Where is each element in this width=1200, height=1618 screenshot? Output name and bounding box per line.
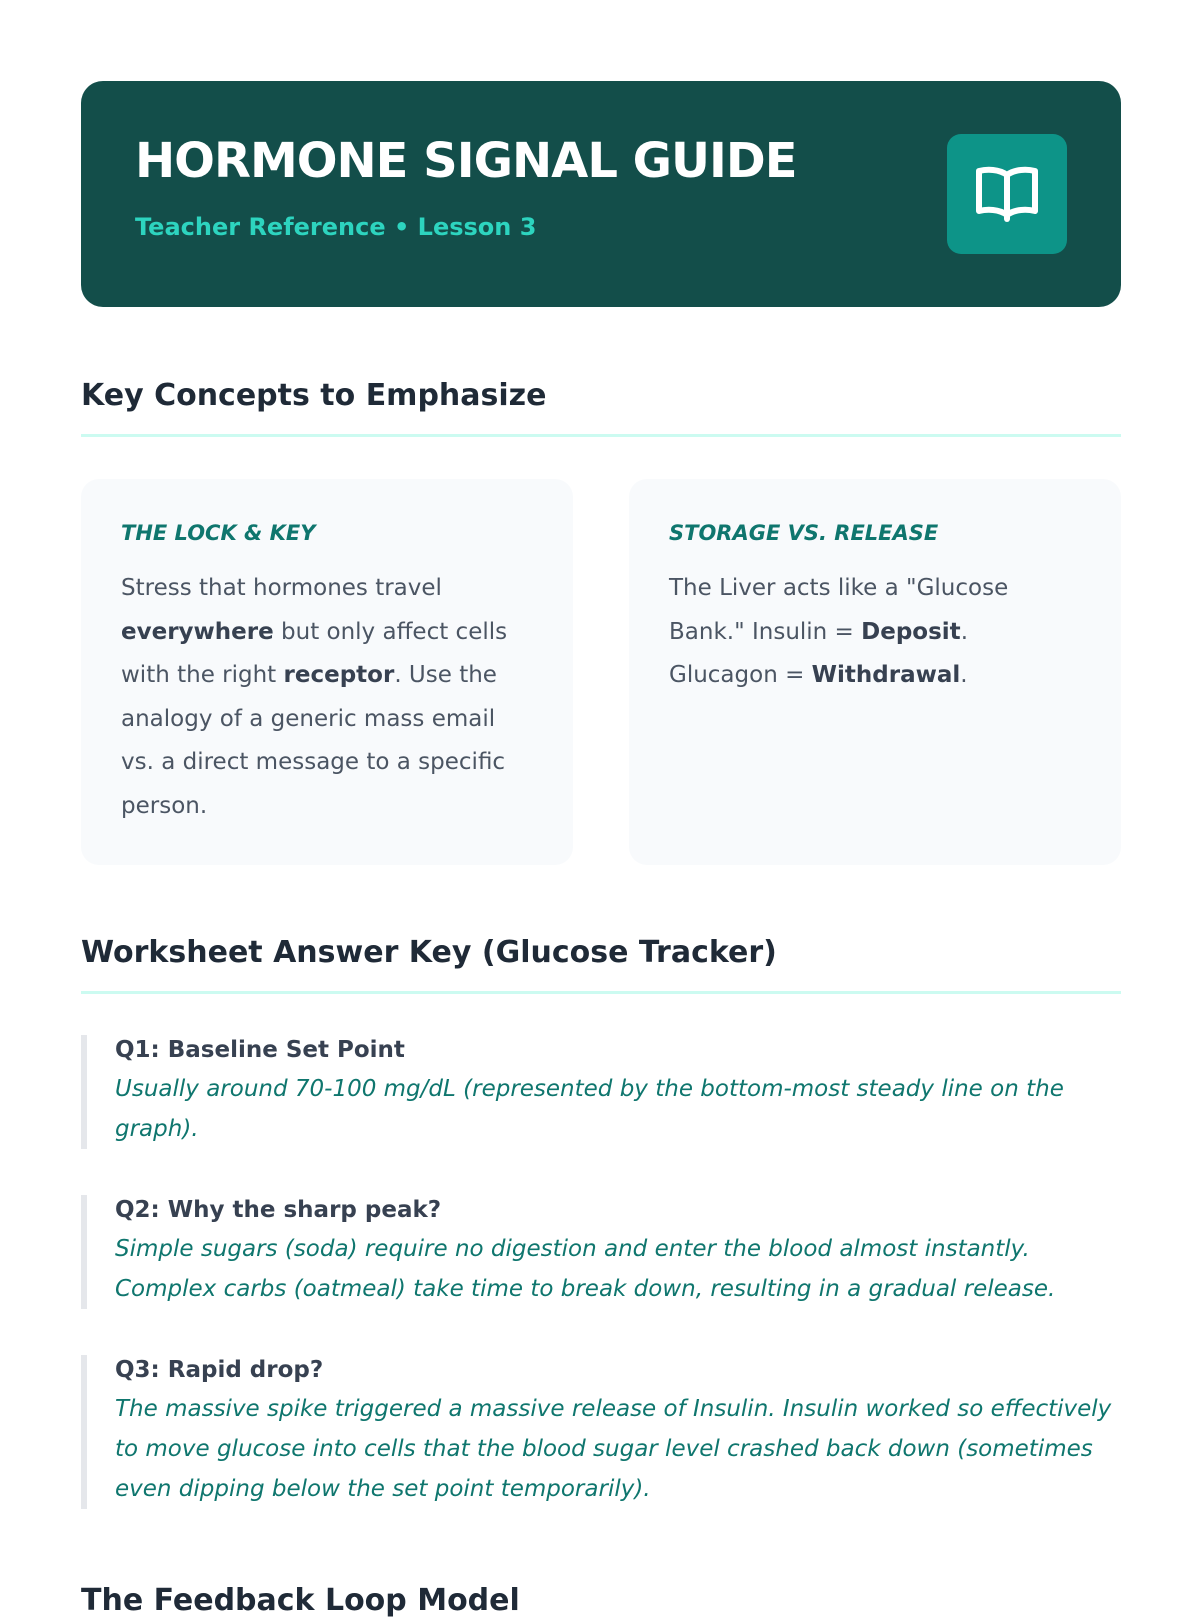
concept-card-text: Stress that hormones travel everywhere but only affect cells with the right receptor. Use the analogy of a generic mass email vs. a direct message to a specific person. [121,575,508,819]
concept-card-lock-key [81,479,573,865]
feedback-loop-heading: The Feedback Loop Model [81,1583,520,1618]
answer-item-q1 [81,1035,1121,1149]
page-subtitle: Teacher Reference • Lesson 3 [135,213,537,241]
key-concepts-heading: Key Concepts to Emphasize [81,378,547,413]
teacher-guide-page [81,81,1121,1618]
answer-item-q3 [81,1355,1121,1509]
concept-card-heading: THE LOCK & KEY [121,521,316,545]
answer-item-q2 [81,1195,1121,1309]
key-concepts-divider [81,434,1121,437]
concept-card-text: The Liver acts like a "Glucose Bank." Insulin = Deposit. Glucagon = Withdrawal. [669,575,1009,688]
answer-key-heading: Worksheet Answer Key (Glucose Tracker) [81,935,777,970]
concept-card-heading: STORAGE VS. RELEASE [669,521,939,545]
answer-text: Usually around 70-100 mg/dL (represented by the bottom-most steady line on the graph). [115,1076,1064,1142]
page-title: HORMONE SIGNAL GUIDE [135,133,797,189]
question-text: Q1: Baseline Set Point [115,1037,405,1063]
concept-card-storage-release [629,479,1121,865]
answer-text: The massive spike triggered a massive release of Insulin. Insulin worked so effectively to move glucose into cells that the blood sugar level crashed back down (sometimes even dipping below the set point temporarily). [115,1396,1112,1502]
question-text: Q2: Why the sharp peak? [115,1197,442,1223]
guide-header [81,81,1121,307]
question-text: Q3: Rapid drop? [115,1357,324,1383]
answer-key-divider [81,991,1121,994]
open-book-icon [947,134,1067,254]
answer-text: Simple sugars (soda) require no digestion and enter the blood almost instantly. Complex carbs (oatmeal) take time to break down, resulting in a gradual release. [115,1236,1056,1302]
